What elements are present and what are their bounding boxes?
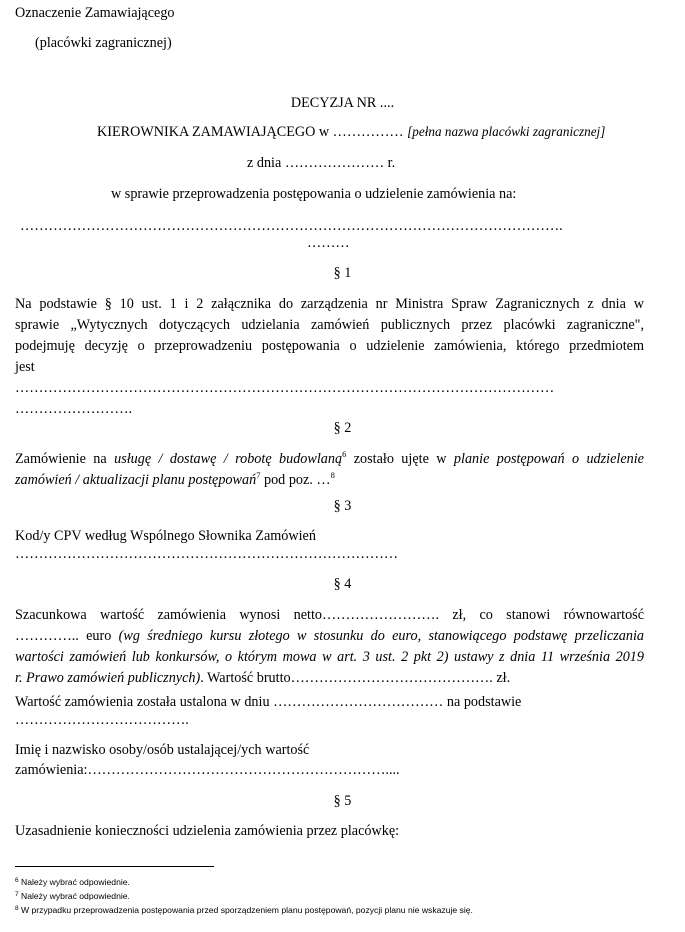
subject-dots-2: ……… <box>307 235 350 251</box>
subject-dots-1: ……………………………………………………………………………………………………. <box>20 218 563 234</box>
s4-line-3 <box>15 647 644 668</box>
footnote-6-text: Należy wybrać odpowiednie. <box>18 877 130 887</box>
valuation-basis-dots: ………………………………. <box>15 712 189 728</box>
decision-title: DECYZJA NR .... <box>290 95 395 111</box>
s4-euro: ………….. euro <box>15 628 119 644</box>
head-placeholder: [pełna nazwa placówki zagranicznej] <box>407 124 606 139</box>
s1-line-3: podejmuję decyzję o przeprowadzeniu postępowania o udzielenie zamówienia, którego przedmiotem <box>15 338 644 354</box>
s2-text-a: Zamówienie na <box>15 451 115 467</box>
s2-text-c: zostało ujęte w <box>346 451 454 467</box>
s2-line-1 <box>15 449 644 470</box>
footnote-ref-7: 7 <box>256 470 261 480</box>
section-1-paragraph <box>15 294 644 420</box>
footnote-8-text: W przypadku przeprowadzenia postępowania przed sporządzeniem planu postępowań, pozycji planu nie wskazuje się. <box>18 905 473 915</box>
s4-gross-value: . Wartość brutto……………………………………. zł. <box>200 670 511 686</box>
s4-rate-note-cont: wartości zamówień lub konkursów, o którym mowa w art. 3 ust. 2 pkt 2) ustawy z dnia 11 września 2019 <box>15 649 644 665</box>
head-line <box>97 124 605 141</box>
cpv-dots: ……………………………………………………………………… <box>15 546 399 562</box>
s4-rate-note: (wg średniego kursu złotego w stosunku do euro, stanowiącego podstawę przeliczania <box>118 628 644 644</box>
section-5-heading: § 5 <box>333 793 352 809</box>
footnote-separator <box>15 866 214 867</box>
footnote-6-num: 6 <box>15 877 19 884</box>
section-2-paragraph <box>15 449 644 491</box>
footnote-8 <box>15 905 473 915</box>
s2-plan-italic: planie postępowań o udzielenie <box>453 451 644 467</box>
s2-plan-update: zamówień / aktualizacji planu postępowań <box>15 472 257 488</box>
footnote-ref-8: 8 <box>330 470 335 480</box>
cpv-label: Kod/y CPV według Wspólnego Słownika Zamówień <box>15 528 316 544</box>
footnote-8-num: 8 <box>15 905 19 912</box>
section-4-paragraph <box>15 605 644 689</box>
s4-rate-note-end: r. Prawo zamówień publicznych) <box>15 670 201 686</box>
s4-line-2 <box>15 626 644 647</box>
s4-line-4 <box>15 668 644 689</box>
issuer-label: Oznaczenie Zamawiającego <box>15 5 175 21</box>
head-prefix: KIEROWNIKA ZAMAWIAJĄCEGO w …………… <box>97 124 404 140</box>
s1-dots-1: …………………………………………………………………………………………………… <box>15 380 555 396</box>
s1-line-2: sprawie „Wytycznych dotyczących udzielania zamówień publicznych przez placówki zagraniczne", <box>15 317 644 333</box>
valuer-name-label: Imię i nazwisko osoby/osób ustalającej/ych wartość <box>15 742 310 758</box>
footnote-7 <box>15 891 130 901</box>
s4-line-1: Szacunkowa wartość zamówienia wynosi netto……………………. zł, co stanowi równowartość <box>15 607 644 623</box>
s2-order-type: usługę / dostawę / robotę budowlaną <box>114 451 343 467</box>
s1-dots-2: ……………………. <box>15 401 133 417</box>
section-4-heading: § 4 <box>333 576 352 592</box>
footnote-ref-6: 6 <box>342 449 347 459</box>
s1-line-4: jest <box>15 359 35 375</box>
valuation-date-line: Wartość zamówienia została ustalona w dniu ……………………………… na podstawie <box>15 694 522 710</box>
section-3-heading: § 3 <box>333 498 352 514</box>
s1-line-1: Na podstawie § 10 ust. 1 i 2 załącznika do zarządzenia nr Ministra Spraw Zagranicznych z dnia w <box>15 296 644 312</box>
section-2-heading: § 2 <box>333 420 352 436</box>
section-1-heading: § 1 <box>333 265 352 281</box>
issuer-sublabel: (placówki zagranicznej) <box>35 35 172 51</box>
subject-line: w sprawie przeprowadzenia postępowania o udzielenie zamówienia na: <box>111 186 517 202</box>
s2-line-2 <box>15 470 644 491</box>
valuer-name-dots: zamówienia:……………………………………………………….... <box>15 762 400 778</box>
footnote-7-num: 7 <box>15 891 19 898</box>
date-line: z dnia ………………… r. <box>247 155 396 171</box>
footnote-6 <box>15 877 130 887</box>
justification-label: Uzasadnienie konieczności udzielenia zamówienia przez placówkę: <box>15 823 400 839</box>
footnote-7-text: Należy wybrać odpowiednie. <box>18 891 130 901</box>
s2-position: pod poz. … <box>260 472 331 488</box>
